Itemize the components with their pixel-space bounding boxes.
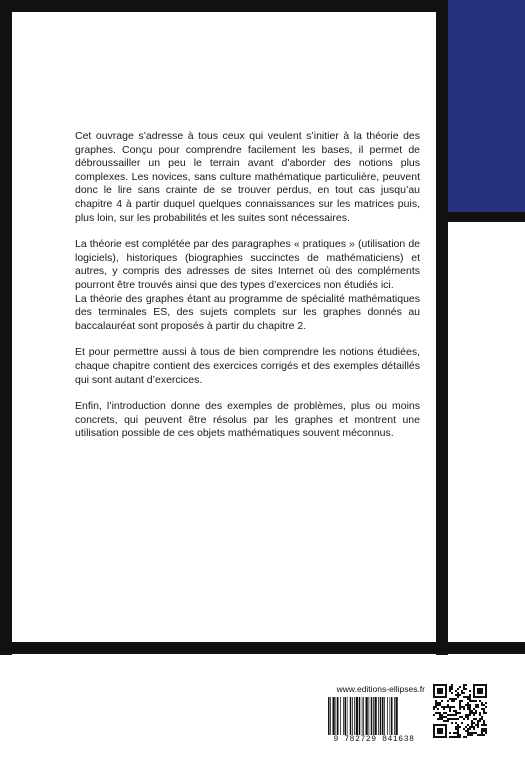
blurb-paragraph-3: La théorie des graphes étant au programme de spécialité mathématiques des terminales ES, des sujets complets sur les graphes donnés au baccalauréat sont proposés à partir du chapitre 2.	[75, 292, 420, 332]
blurb-paragraph-5: Enfin, l’introduction donne des exemples de problèmes, plus ou moins concrets, qui peuvent être résolus par les graphes et montrent une utilisation possible de ces objets mathématiques souvent méconnus.	[75, 400, 420, 440]
frame-bar-right	[436, 0, 448, 655]
blurb-paragraph-4: Et pour permettre aussi à tous de bien comprendre les notions étudiées, chaque chapitre contient des exercices corrigés et des exemples détaillés qui sont autant d’exercices.	[75, 346, 420, 386]
frame-bar-bottom	[0, 642, 525, 654]
frame-bar-top	[0, 0, 448, 12]
blurb-paragraph-2: La théorie est complétée par des paragraphes « pratiques » (utilisation de logiciels), historiques (biographies succinctes de mathématiciens) et autres, y compris des adresses de sites Internet où des compléments pourront être trouvés ainsi que des types d’exercices non étudiés ici.	[75, 238, 420, 291]
blurb-text	[75, 130, 420, 454]
publisher-url[interactable]: www.editions-ellipses.fr	[336, 684, 425, 694]
frame-bar-left	[0, 0, 12, 655]
frame-bar-middle	[436, 212, 525, 222]
accent-block	[448, 0, 525, 212]
blurb-paragraph-1: Cet ouvrage s’adresse à tous ceux qui veulent s’initier à la théorie des graphes. Conçu pour comprendre facilement les bases, il permet de débroussailler un peu le terrain avant d’aborder des notions plus complexes. Les novices, sans culture mathématique particulière, peuvent donc le lire sans crainte de se trouver perdus, en tout cas jusqu’au chapitre 4 à partir duquel quelques connaissances sur les matrices puis, plus loin, sur les probabilités et les suites sont nécessaires.	[75, 130, 420, 224]
isbn-number: 9 782729 841638	[322, 735, 426, 744]
qr-code-icon	[433, 684, 487, 738]
